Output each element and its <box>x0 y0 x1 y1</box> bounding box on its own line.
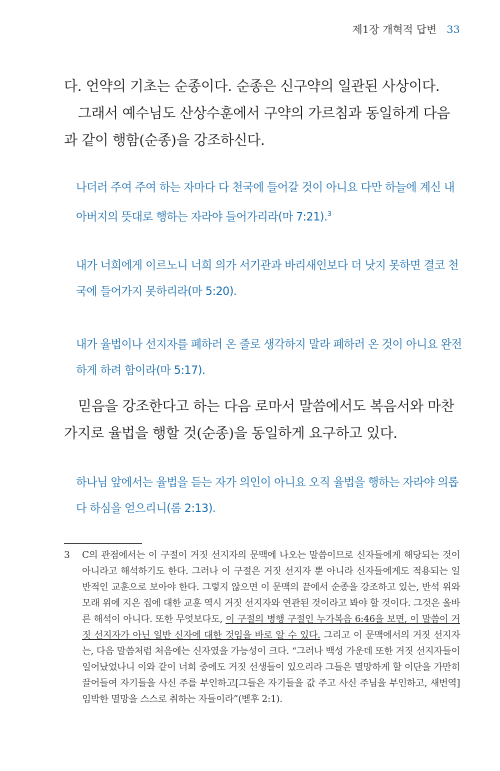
footnote-ref[interactable]: 3 <box>327 210 332 218</box>
quote-text: 나더러 주여 주여 하는 자마다 다 천국에 들어갈 것이 아니요 다만 하늘에 계신 내 아버지의 뜻대로 행하는 자라야 들어가리라(마 7:21). <box>76 181 455 224</box>
body-paragraph-2: 그래서 예수님도 산상수훈에서 구약의 가르침과 동일하게 다음과 같이 행함(순종)을 강조하신다. <box>64 106 450 149</box>
body-paragraph-1: 다. 언약의 기초는 순종이다. 순종은 신구약의 일관된 사상이다. <box>64 79 440 95</box>
footnote-text <box>82 548 460 708</box>
footnote-underlined-text: 이 구절의 병행 구절인 누가복음 6:46을 보면, 이 말씀이 거짓 선지자가 아닌 일반 신자에 대한 것임을 바로 알 수 있다. <box>82 614 460 641</box>
scripture-quote-2: 내가 너희에게 이르노니 너희 의가 서기관과 바리새인보다 더 낫지 못하면 결코 천국에 들어가지 못하리라(마 5:20). <box>76 259 459 298</box>
footnote <box>64 548 460 708</box>
footnote-text-part2: 그리고 이 문맥에서의 거짓 선지자는, 다음 말씀처럼 처음에는 신자였을 가능성이 크다. “그러나 백성 가운데 또한 거짓 선지자들이 일어났었나니 이와 같이 너희 중에도 거짓 선생들이 있으리라 그들은 멸망하게 할 이단을 가만히 끌어들여 자기들을 사신 주를 부인하고[그들은 자기들을 값 주고 사신 주님을 부인하고, 새번역] 임박한 멸망을 스스로 취하는 자들이라”(벧후 2:1). <box>82 630 460 705</box>
footnote-text-part1: C의 관점에서는 이 구절이 거짓 선지자의 문맥에 나오는 말씀이므로 신자들에게 해당되는 것이 아니라고 해석하기도 한다. 그러나 이 구절은 거짓 선지자 뿐 아니라 신자들에게도 적용되는 일반적인 교훈으로 보아야 한다. 그렇지 않으면 이 문맥의 끝에서 순종을 강조하고 있는, 반석 위와 모래 위에 지은 집에 대한 교훈 역시 거짓 선지자와 연관된 것이라고 봐야 할 것이다. 그것은 올바른 해석이 아니다. 또한 무엇보다도, <box>82 550 460 625</box>
scripture-quote-3: 내가 율법이나 선지자를 폐하러 온 줄로 생각하지 말라 폐하러 온 것이 아니요 완전하게 하려 함이라(마 5:17). <box>76 338 462 377</box>
scripture-quote-4: 하나님 앞에서는 율법을 듣는 자가 의인이 아니요 오직 율법을 행하는 자라야 의롭다 하심을 얻으리니(롬 2:13). <box>76 476 459 515</box>
footnote-number: 3 <box>64 550 70 561</box>
footnote-divider <box>64 543 142 544</box>
scripture-quote-1 <box>76 175 462 231</box>
page-number: 33 <box>446 24 460 36</box>
running-header <box>352 22 460 37</box>
chapter-title: 제1장 개혁적 답변 <box>352 24 437 36</box>
body-paragraph-3: 믿음을 강조한다고 하는 다음 로마서 말씀에서도 복음서와 마찬가지로 율법을 행할 것(순종)을 동일하게 요구하고 있다. <box>64 399 455 442</box>
